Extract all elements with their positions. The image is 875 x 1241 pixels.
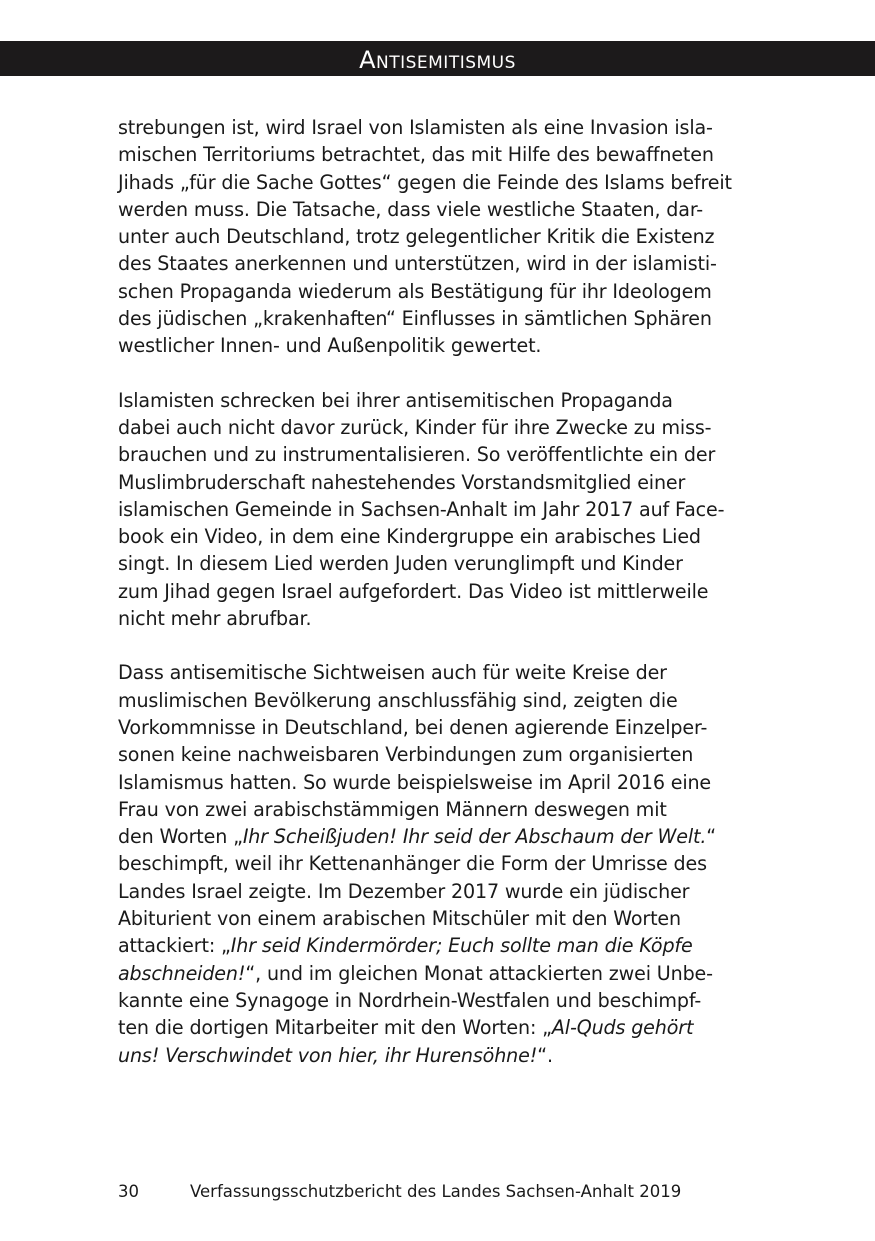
paragraph-1: strebungen ist, wird Israel von Islamisten als eine Invasion isla- mischen Territoriums betrachtet, das mit Hilfe des bewaffneten Jihads „für die Sache Gottes“ gegen die Feinde des Islams befreit werden muss. Die Tatsache, dass viele westliche Staaten, dar- unter auch Deutschland, trotz gelegentlicher Kritik die Existenz des Staates anerkennen und unterstützen, wird in der islamisti- schen Propaganda wiederum als Bestätigung für ihr Ideologem des jüdischen „krakenhaften“ Einflusses in sämtlichen Sphären westlicher Innen- und Außenpolitik gewertet. xyxy=(118,116,732,358)
section-title: Antisemitismus xyxy=(359,46,516,74)
paragraph-2: Islamisten schrecken bei ihrer antisemitischen Propaganda dabei auch nicht davor zurück, Kinder für ihre Zwecke zu miss- brauchen und zu instrumentalisieren. So veröffentlichte ein der Muslimbruderschaft nahestehendes Vorstandsmitglied einer islamischen Gemeinde in Sachsen-Anhalt im Jahr 2017 auf Face- book ein Video, in dem eine Kindergruppe ein arabisches Lied singt. In diesem Lied werden Juden verunglimpft und Kinder zum Jihad gegen Israel aufgefordert. Das Video ist mittlerweile nicht mehr abrufbar. xyxy=(118,388,725,631)
page-number: 30 xyxy=(118,1182,139,1201)
quote-3: Al-Quds gehört uns! Verschwindet von hier, ihr Hurensöhne! xyxy=(118,1016,694,1067)
paragraph-3-text-d: “. xyxy=(537,1043,553,1067)
publication-title: Verfassungsschutzbericht des Landes Sachsen-Anhalt 2019 xyxy=(190,1182,682,1201)
body-text xyxy=(118,114,758,1069)
paragraph-3 xyxy=(118,659,758,1068)
quote-1: Ihr Scheißjuden! Ihr seid der Abschaum der Welt. xyxy=(242,825,707,849)
paragraph-3-text-b: “ beschimpft, weil ihr Kettenanhänger die Form der Umrisse des Landes Israel zeigte. Im Dezember 2017 wurde ein jüdischer Abiturient von einem arabischen Mitschüler mit den Worten attackiert: „ xyxy=(118,825,717,958)
quote-2: Ihr seid Kindermörder; Euch sollte man die Köpfe abschneiden! xyxy=(118,934,693,985)
paragraph-3-text-c: “, und im gleichen Monat attackierten zwei Unbe- kannte eine Synagoge in Nordrhein-Westfalen und beschimpf- ten die dortigen Mitarbeiter mit den Worten: „ xyxy=(118,961,713,1040)
paragraph-3-text-a: Dass antisemitische Sichtweisen auch für weite Kreise der muslimischen Bevölkerung anschlussfähig sind, zeigten die Vorkommnisse in Deutschland, bei denen agierende Einzelper- sonen keine nachweisbaren Verbindungen zum organisierten Islamismus hatten. So wurde beispielsweise im April 2016 eine Frau von zwei arabischstämmigen Männern deswegen mit den Worten „ xyxy=(118,661,712,849)
page-footer xyxy=(118,1182,681,1201)
